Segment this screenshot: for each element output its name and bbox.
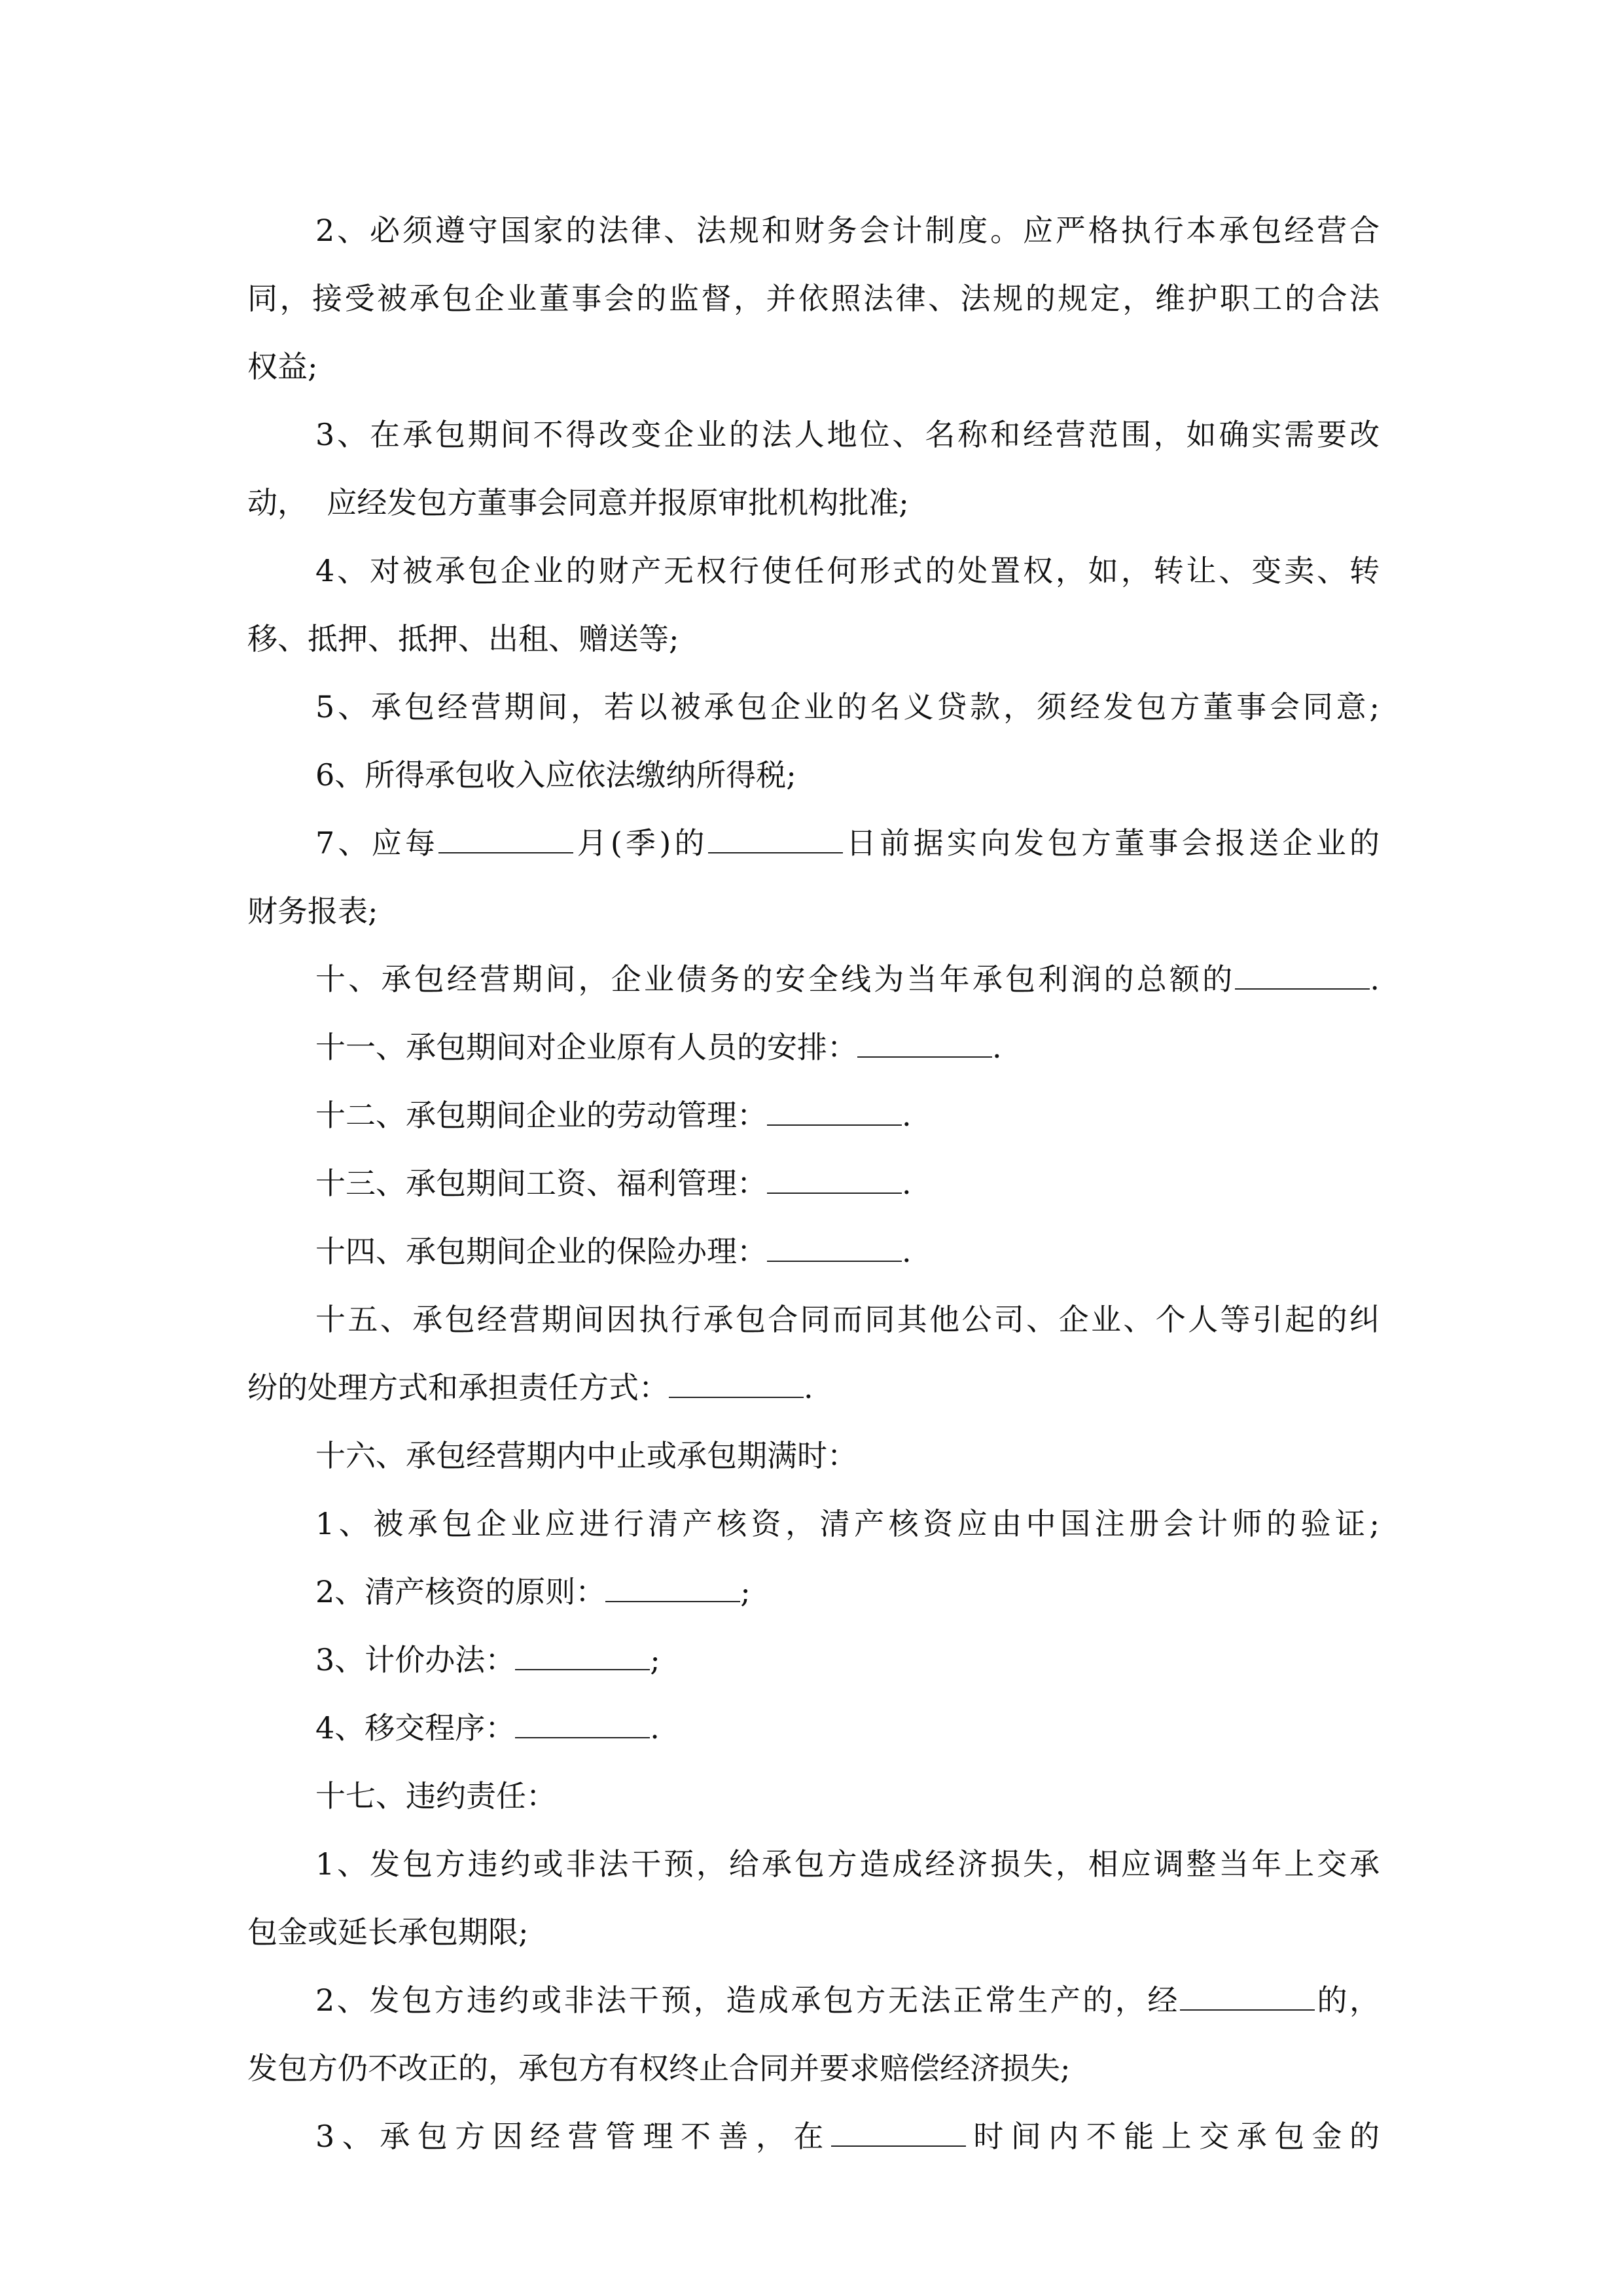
text-segment: . xyxy=(902,1234,912,1269)
clause-text-line: 发包方仍不改正的，承包方有权终止合同并要求赔偿经济损失; xyxy=(247,2051,1071,2086)
fill-in-blank[interactable] xyxy=(515,1736,650,1738)
clause-text-line xyxy=(247,945,1380,1013)
fill-in-blank[interactable] xyxy=(767,1124,902,1126)
fill-in-blank[interactable] xyxy=(767,1192,902,1194)
text-segment: . xyxy=(650,1710,660,1746)
text-segment: . xyxy=(804,1370,813,1405)
text-segment: . xyxy=(902,1098,912,1133)
clause-text-line: 5、承包经营期间，若以被承包企业的名义贷款，须经发包方董事会同意; xyxy=(315,689,1380,725)
text-segment: 十四、承包期间企业的保险办理： xyxy=(315,1234,767,1269)
text-segment: 时间内不能上交承包金的 xyxy=(965,2119,1380,2154)
text-segment: 月(季)的 xyxy=(573,825,708,861)
clause-text-line: 1、被承包企业应进行清产核资，清产核资应由中国注册会计师的验证; xyxy=(315,1506,1380,1541)
clause-text-line xyxy=(247,1966,1380,2034)
text-segment: 7、应每 xyxy=(315,825,439,861)
text-segment: 3、计价办法： xyxy=(315,1642,516,1677)
clause-text-line xyxy=(247,1149,1380,1217)
clause-text-line: 动， 应经发包方董事会同意并报原审批机构批准; xyxy=(247,485,909,520)
text-segment: 4、移交程序： xyxy=(315,1710,516,1746)
text-segment: 的， xyxy=(1314,1982,1380,2018)
text-segment: 纷的处理方式和承担责任方式： xyxy=(247,1370,669,1405)
clause-text-line xyxy=(247,1354,1380,1422)
clause-text-line: 1、发包方违约或非法干预，给承包方造成经济损失，相应调整当年上交承 xyxy=(315,1846,1380,1882)
fill-in-blank[interactable] xyxy=(1180,2009,1315,2011)
clause-text-line xyxy=(247,2102,1380,2170)
fill-in-blank[interactable] xyxy=(605,1600,740,1602)
fill-in-blank[interactable] xyxy=(831,2145,966,2147)
clause-text-line: 十六、承包经营期内中止或承包期满时： xyxy=(315,1438,857,1473)
clause-text-line xyxy=(247,1558,1380,1626)
clause-text-line xyxy=(247,1694,1380,1762)
fill-in-blank[interactable] xyxy=(1235,988,1370,990)
clause-text-line xyxy=(247,1217,1380,1285)
fill-in-blank[interactable] xyxy=(767,1260,902,1262)
clause-text-line: 4、对被承包企业的财产无权行使任何形式的处置权，如，转让、变卖、转 xyxy=(315,553,1380,588)
text-segment: ; xyxy=(650,1642,660,1677)
fill-in-blank[interactable] xyxy=(857,1056,992,1058)
fill-in-blank[interactable] xyxy=(669,1396,804,1398)
clause-text-line xyxy=(247,1081,1380,1149)
clause-text-line: 十五、承包经营期间因执行承包合同而同其他公司、企业、个人等引起的纠 xyxy=(315,1302,1380,1337)
text-segment: 十二、承包期间企业的劳动管理： xyxy=(315,1098,767,1133)
clause-text-line: 包金或延长承包期限; xyxy=(247,1914,529,1950)
clause-text-line: 十七、违约责任： xyxy=(315,1778,556,1814)
clause-text-line: 3、在承包期间不得改变企业的法人地位、名称和经营范围，如确实需要改 xyxy=(315,417,1380,452)
text-segment: 2、发包方违约或非法干预，造成承包方无法正常生产的，经 xyxy=(315,1982,1180,2018)
text-segment: . xyxy=(1370,961,1380,997)
text-segment: 2、清产核资的原则： xyxy=(315,1574,606,1609)
clause-text-line xyxy=(247,809,1380,877)
fill-in-blank[interactable] xyxy=(515,1668,650,1670)
clause-text-line: 财务报表; xyxy=(247,893,378,929)
clause-text-line: 移、抵押、抵押、出租、赠送等; xyxy=(247,621,679,656)
text-segment: . xyxy=(992,1030,1002,1065)
clause-text-line xyxy=(247,1013,1380,1081)
clause-text-line: 权益; xyxy=(247,349,318,384)
text-segment: 十三、承包期间工资、福利管理： xyxy=(315,1166,767,1201)
clause-text-line: 2、必须遵守国家的法律、法规和财务会计制度。应严格执行本承包经营合 xyxy=(315,213,1380,248)
fill-in-blank[interactable] xyxy=(438,852,573,853)
clause-text-line: 6、所得承包收入应依法缴纳所得税; xyxy=(315,757,796,793)
fill-in-blank[interactable] xyxy=(708,852,843,853)
clause-text-line: 同，接受被承包企业董事会的监督，并依照法律、法规的规定，维护职工的合法 xyxy=(247,281,1380,316)
document-body xyxy=(247,196,1380,2170)
text-segment: 十一、承包期间对企业原有人员的安排： xyxy=(315,1030,857,1065)
text-segment: ; xyxy=(740,1574,751,1609)
clause-text-line xyxy=(247,1626,1380,1694)
text-segment: 3、承包方因经营管理不善，在 xyxy=(315,2119,831,2154)
text-segment: . xyxy=(902,1166,912,1201)
text-segment: 日前据实向发包方董事会报送企业的 xyxy=(842,825,1380,861)
text-segment: 十、承包经营期间，企业债务的安全线为当年承包利润的总额的 xyxy=(315,961,1236,997)
